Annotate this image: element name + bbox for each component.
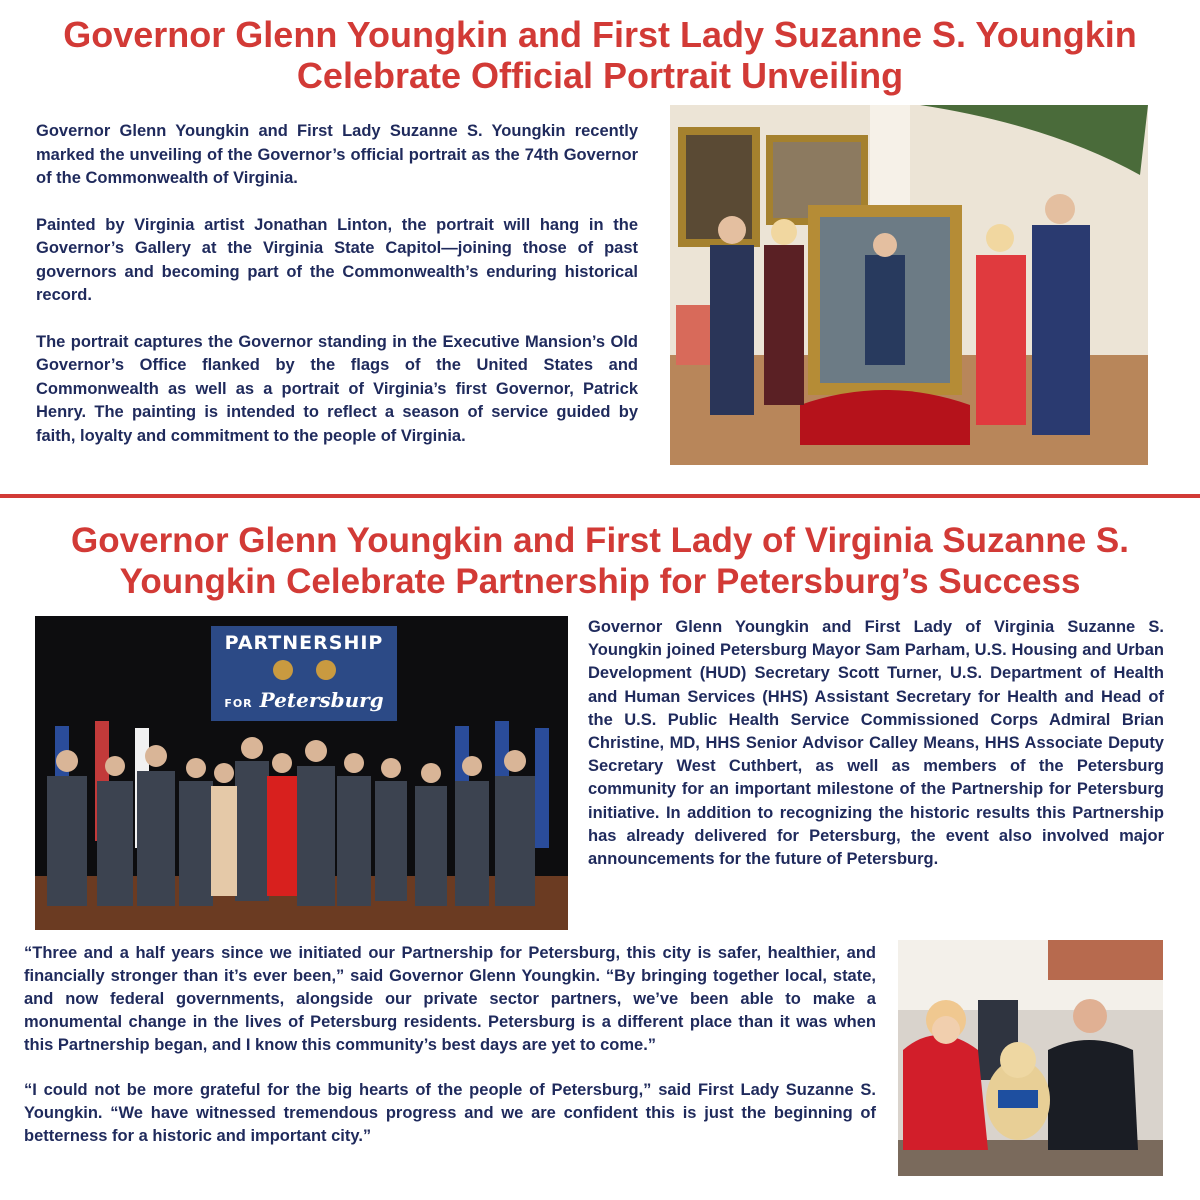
first-lady-with-officer-and-dog-photo: [898, 940, 1163, 1176]
banner-partnership-text: PARTNERSHIP: [224, 632, 384, 654]
partnership-group-illustration: [35, 616, 568, 930]
section2-title: Governor Glenn Youngkin and First Lady of Virginia Suzanne S. Youngkin Celebrate Partnership for Petersburg’s Success: [71, 521, 1129, 601]
section1-paragraph: The portrait captures the Governor standing in the Executive Mansion’s Old Governor’s Office flanked by the flags of the United States and Commonwealth as well as a portrait of Virginia’s first Governor, Patrick Henry. The painting is intended to reflect a season of service guided by faith, loyalty and commitment to the people of Virginia.: [36, 332, 638, 445]
section2-paragraph: Governor Glenn Youngkin and First Lady of Virginia Suzanne S. Youngkin joined Petersburg Mayor Sam Parham, U.S. Housing and Urban Development (HUD) Secretary Scott Turner, U.S. Department of Health and Human Services (HHS) Assistant Secretary for Health and Head of the U.S. Public Health Service Commissioned Corps Admiral Brian Christine, MD, HHS Senior Advisor Calley Means, HHS Associate Deputy Secretary West Cuthbert, as well as members of the Petersburg community for an important milestone of the Partnership for Petersburg initiative. In addition to recognizing the historic results this Partnership has already delivered for Petersburg, the event also involved major announcements for the future of Petersburg.: [588, 618, 1164, 869]
banner-petersburg-text: [211, 688, 397, 712]
governor-quote: “Three and a half years since we initiated our Partnership for Petersburg, this city is safer, healthier, and financially stronger than it’s ever been,” said Governor Glenn Youngkin. “By bringing together local, state, and now federal governments, alongside our private sector partners, we’ve been able to make a monumental change in the lives of Petersburg residents. Petersburg is a different place than it was when this Partnership began, and I know this community’s best days are yet to come.”: [24, 944, 876, 1054]
section-divider: [0, 494, 1200, 498]
portrait-unveiling-photo: [670, 105, 1148, 465]
first-lady-quote: “I could not be more grateful for the big hearts of the people of Petersburg,” said First Lady Suzanne S. Youngkin. “We have witnessed tremendous progress and we are confident this is just the beginning of betterness for a historic and important city.”: [24, 1081, 876, 1145]
section1-paragraph: Painted by Virginia artist Jonathan Linton, the portrait will hang in the Governor’s Gallery at the Virginia State Capitol—joining those of past governors and becoming part of the Commonwealth’s enduring historical record.: [36, 215, 638, 304]
section2-body: [588, 616, 1164, 871]
partnership-group-photo: [35, 616, 568, 930]
section1-paragraph: Governor Glenn Youngkin and First Lady Suzanne S. Youngkin recently marked the unveiling of the Governor’s official portrait as the 74th Governor of the Commonwealth of Virginia.: [36, 122, 638, 187]
section1-title: Governor Glenn Youngkin and First Lady Suzanne S. Youngkin Celebrate Official Portrait Unveiling: [63, 14, 1137, 96]
portrait-unveiling-illustration: [670, 105, 1148, 465]
first-lady-officer-dog-illustration: [898, 940, 1163, 1176]
section1-body: [36, 120, 638, 471]
banner-petersburg-word: Petersburg: [259, 688, 384, 712]
quotes-block: [24, 942, 876, 1170]
banner-for-text: FOR: [224, 697, 253, 710]
